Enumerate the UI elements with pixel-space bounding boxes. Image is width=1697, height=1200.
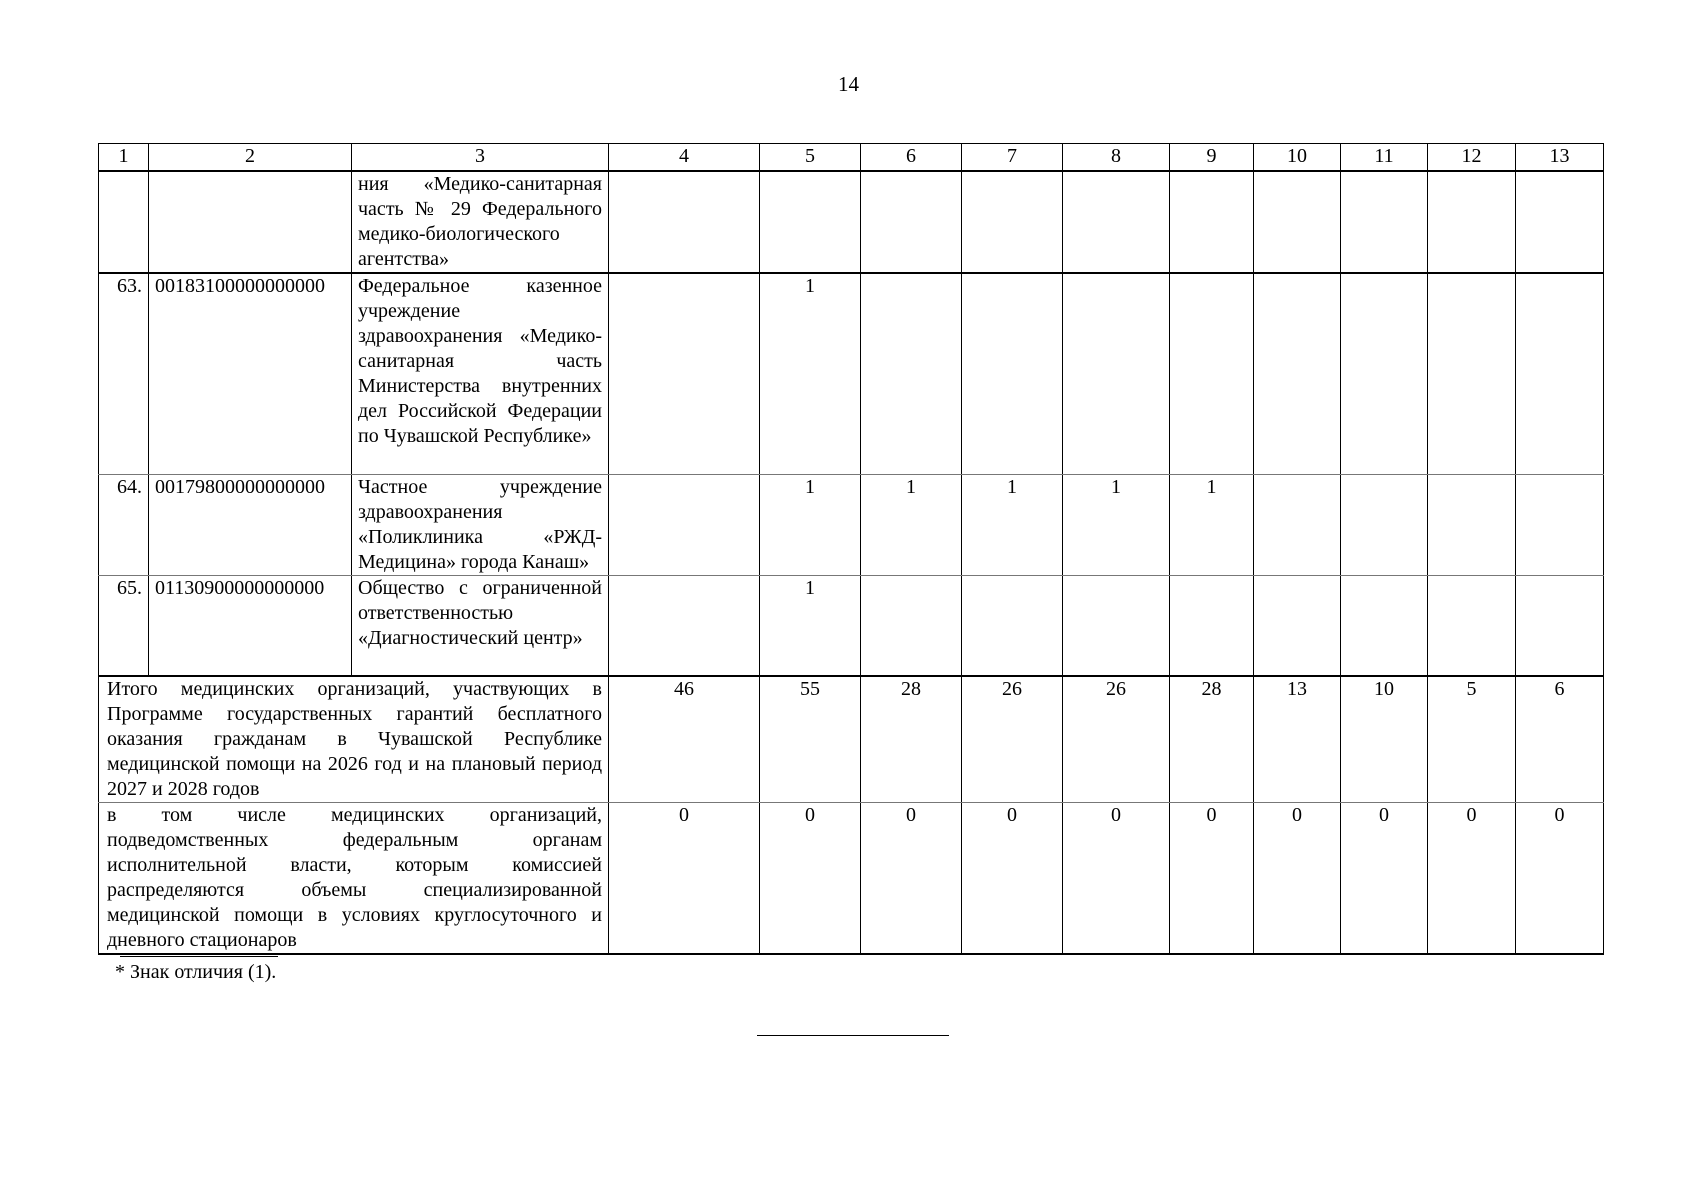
value-cell xyxy=(760,171,861,273)
total-value: 26 xyxy=(1063,676,1170,803)
row-code: 00179800000000000 xyxy=(149,474,352,575)
footnote: * Знак отличия (1). xyxy=(115,961,277,983)
total-value: 6 xyxy=(1516,676,1604,803)
column-header: 2 xyxy=(149,144,352,172)
value-cell xyxy=(609,575,760,676)
org-name: ния «Медико-санитарная часть № 29 Федерального медико-биологического агентства» xyxy=(352,171,609,273)
subtotal-value: 0 xyxy=(1063,803,1170,955)
subtotal-value: 0 xyxy=(1254,803,1341,955)
value-cell xyxy=(1516,273,1604,474)
row-index: 65. xyxy=(99,575,149,676)
value-cell: 1 xyxy=(1170,474,1254,575)
value-cell xyxy=(1341,575,1428,676)
value-cell: 1 xyxy=(861,474,962,575)
value-cell: 1 xyxy=(760,273,861,474)
value-cell xyxy=(1063,171,1170,273)
value-cell xyxy=(1341,273,1428,474)
value-cell xyxy=(1170,171,1254,273)
table-row xyxy=(99,575,1604,676)
value-cell xyxy=(861,273,962,474)
value-cell xyxy=(1170,273,1254,474)
footnote-divider xyxy=(120,956,278,957)
column-header: 13 xyxy=(1516,144,1604,172)
value-cell xyxy=(1428,575,1516,676)
value-cell xyxy=(609,474,760,575)
org-name: Частное учреждение здравоохранения «Поликлиника «РЖД-Медицина» города Канаш» xyxy=(352,474,609,575)
value-cell xyxy=(1063,273,1170,474)
total-value: 13 xyxy=(1254,676,1341,803)
subtotal-value: 0 xyxy=(609,803,760,955)
column-header: 7 xyxy=(962,144,1063,172)
value-cell xyxy=(1254,474,1341,575)
total-value: 26 xyxy=(962,676,1063,803)
value-cell xyxy=(1170,575,1254,676)
value-cell xyxy=(962,273,1063,474)
table-row xyxy=(99,273,1604,474)
total-value: 10 xyxy=(1341,676,1428,803)
value-cell xyxy=(1254,273,1341,474)
value-cell xyxy=(609,171,760,273)
value-cell: 1 xyxy=(1063,474,1170,575)
row-index xyxy=(99,171,149,273)
subtotal-value: 0 xyxy=(1516,803,1604,955)
value-cell xyxy=(962,575,1063,676)
row-index: 63. xyxy=(99,273,149,474)
value-cell xyxy=(1341,474,1428,575)
value-cell xyxy=(1516,474,1604,575)
value-cell xyxy=(1063,575,1170,676)
value-cell xyxy=(1428,171,1516,273)
value-cell: 1 xyxy=(760,575,861,676)
column-header: 12 xyxy=(1428,144,1516,172)
value-cell xyxy=(861,171,962,273)
column-header: 8 xyxy=(1063,144,1170,172)
value-cell xyxy=(1516,575,1604,676)
column-header: 5 xyxy=(760,144,861,172)
column-header: 10 xyxy=(1254,144,1341,172)
row-code xyxy=(149,171,352,273)
value-cell xyxy=(609,273,760,474)
total-row xyxy=(99,676,1604,803)
subtotal-value: 0 xyxy=(1341,803,1428,955)
organizations-table xyxy=(98,143,1604,955)
value-cell xyxy=(1516,171,1604,273)
total-label: Итого медицинских организаций, участвующих в Программе государственных гарантий бесплатного оказания гражданам в Чувашской Республике медицинской помощи на 2026 год и на плановый период 2027 и 2028 годов xyxy=(99,676,609,803)
total-value: 5 xyxy=(1428,676,1516,803)
table-row xyxy=(99,474,1604,575)
subtotal-value: 0 xyxy=(1428,803,1516,955)
column-header: 6 xyxy=(861,144,962,172)
value-cell xyxy=(962,171,1063,273)
subtotal-label: в том числе медицинских организаций, подведомственных федеральным органам исполнительной власти, которым комиссией распределяются объемы специализированной медицинской помощи в условиях круглосуточного и дневного стационаров xyxy=(99,803,609,955)
total-value: 28 xyxy=(1170,676,1254,803)
value-cell xyxy=(1428,273,1516,474)
subtotal-row xyxy=(99,803,1604,955)
column-header: 4 xyxy=(609,144,760,172)
value-cell xyxy=(861,575,962,676)
subtotal-value: 0 xyxy=(1170,803,1254,955)
value-cell: 1 xyxy=(760,474,861,575)
value-cell xyxy=(1254,171,1341,273)
org-name: Общество с ограниченной ответственностью «Диагностический центр» xyxy=(352,575,609,676)
total-value: 28 xyxy=(861,676,962,803)
column-header: 9 xyxy=(1170,144,1254,172)
total-value: 46 xyxy=(609,676,760,803)
value-cell xyxy=(1254,575,1341,676)
page-number: 14 xyxy=(838,72,859,96)
org-name: Федеральное казенное учреждение здравоохранения «Медико-санитарная часть Министерства внутренних дел Российской Федерации по Чувашской Республике» xyxy=(352,273,609,474)
column-header: 11 xyxy=(1341,144,1428,172)
table-header-row xyxy=(99,144,1604,172)
value-cell: 1 xyxy=(962,474,1063,575)
total-value: 55 xyxy=(760,676,861,803)
row-code: 00183100000000000 xyxy=(149,273,352,474)
row-index: 64. xyxy=(99,474,149,575)
value-cell xyxy=(1428,474,1516,575)
row-code: 01130900000000000 xyxy=(149,575,352,676)
subtotal-value: 0 xyxy=(861,803,962,955)
end-divider xyxy=(757,1035,949,1036)
column-header: 1 xyxy=(99,144,149,172)
subtotal-value: 0 xyxy=(962,803,1063,955)
column-header: 3 xyxy=(352,144,609,172)
subtotal-value: 0 xyxy=(760,803,861,955)
table-row xyxy=(99,171,1604,273)
value-cell xyxy=(1341,171,1428,273)
